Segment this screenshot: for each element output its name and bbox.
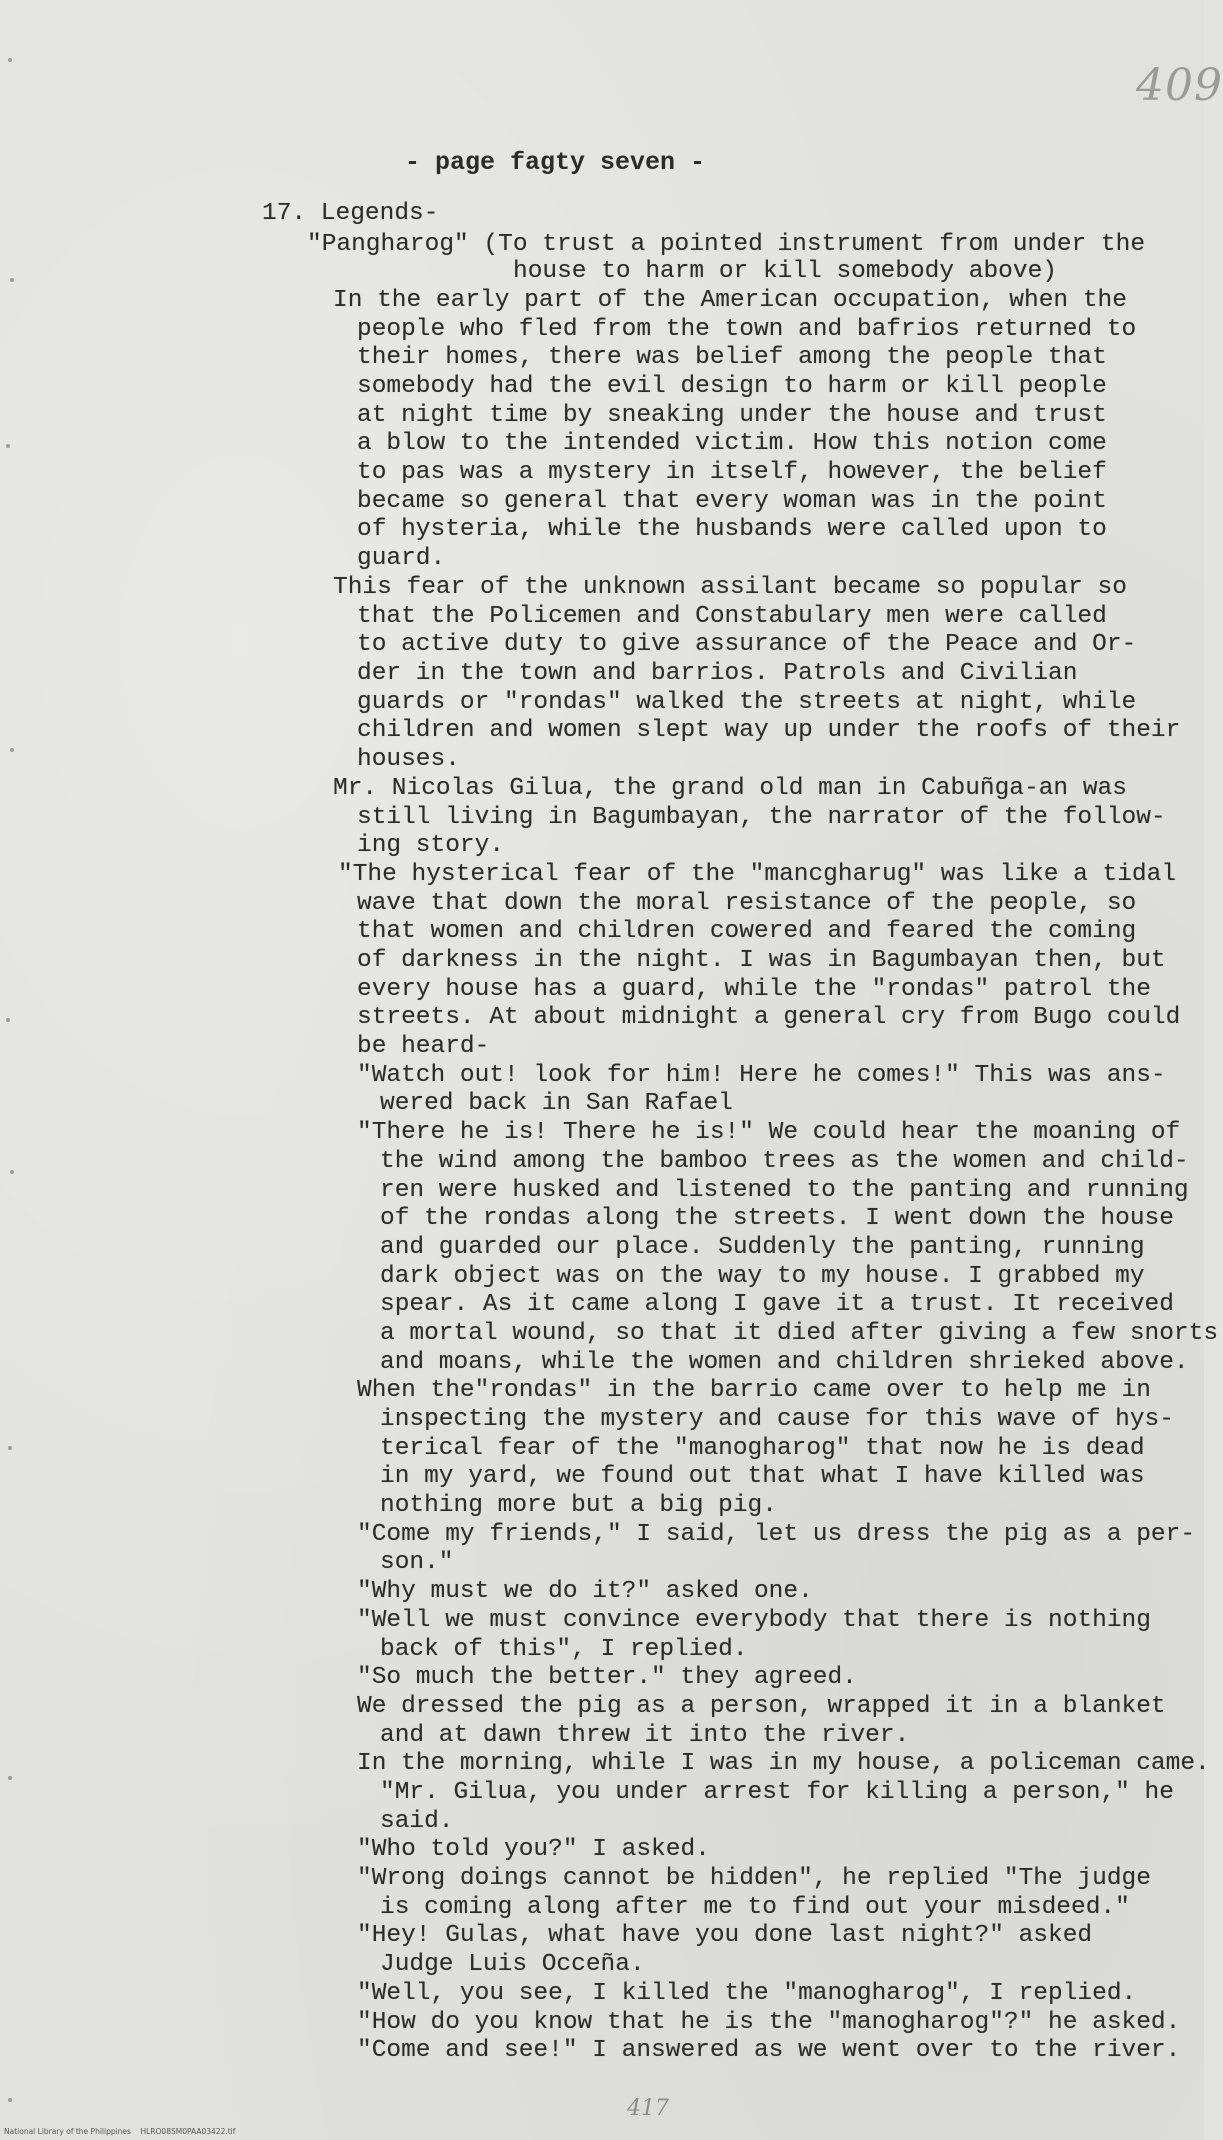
text-line: "Well we must convince everybody that there is nothing xyxy=(357,1607,1151,1634)
text-line: "How do you know that he is the "manogharog"?" he asked. xyxy=(357,2009,1181,2036)
section-heading: 17. Legends- xyxy=(262,200,439,227)
text-line: at night time by sneaking under the house and trust xyxy=(357,402,1107,429)
text-line: that the Policemen and Constabulary men were called xyxy=(357,603,1107,630)
text-line: people who fled from the town and bafrios returned to xyxy=(357,316,1137,343)
text-line: In the morning, while I was in my house, a policeman came. xyxy=(357,1750,1210,1777)
text-line: of darkness in the night. I was in Bagumbayan then, but xyxy=(357,947,1166,974)
text-line: every house has a guard, while the "rondas" patrol the xyxy=(357,976,1151,1003)
text-line: "Mr. Gilua, you under arrest for killing a person," he xyxy=(380,1779,1174,1806)
text-line: house to harm or kill somebody above) xyxy=(513,258,1057,285)
text-line: This fear of the unknown assilant became so popular so xyxy=(333,574,1127,601)
punch-hole-mark xyxy=(10,278,14,282)
text-line: son." xyxy=(380,1549,454,1576)
text-line: guards or "rondas" walked the streets at night, while xyxy=(357,689,1137,716)
punch-hole-mark xyxy=(8,58,12,62)
punch-hole-mark xyxy=(8,1446,12,1450)
page-heading: - page fagty seven - xyxy=(405,148,706,177)
text-line: ing story. xyxy=(357,832,505,859)
text-line: wered back in San Rafael xyxy=(380,1090,733,1117)
text-line: "Why must we do it?" asked one. xyxy=(357,1578,813,1605)
text-line: of the rondas along the streets. I went down the house xyxy=(380,1205,1174,1232)
text-line: children and women slept way up under the roofs of their xyxy=(357,717,1181,744)
text-line: said. xyxy=(380,1808,454,1835)
text-line: their homes, there was belief among the people that xyxy=(357,344,1107,371)
text-line: and moans, while the women and children shrieked above. xyxy=(380,1349,1189,1376)
text-line: Mr. Nicolas Gilua, the grand old man in Cabuñga-an was xyxy=(333,775,1127,802)
text-line: houses. xyxy=(357,746,460,773)
punch-hole-mark xyxy=(10,1170,14,1174)
text-line: dark object was on the way to my house. I grabbed my xyxy=(380,1263,1145,1290)
text-line: streets. At about midnight a general cry from Bugo could xyxy=(357,1004,1181,1031)
punch-hole-mark xyxy=(8,2098,12,2102)
text-line: We dressed the pig as a person, wrapped it in a blanket xyxy=(357,1693,1166,1720)
text-line: When the"rondas" in the barrio came over to help me in xyxy=(357,1377,1151,1404)
text-line: is coming along after me to find out your misdeed." xyxy=(380,1894,1130,1921)
text-line: back of this", I replied. xyxy=(380,1636,748,1663)
text-line: "So much the better." they agreed. xyxy=(357,1664,857,1691)
text-line: "There he is! There he is!" We could hear the moaning of xyxy=(357,1119,1181,1146)
text-line: of hysteria, while the husbands were called upon to xyxy=(357,516,1107,543)
text-line: be heard- xyxy=(357,1033,490,1060)
text-line: spear. As it came along I gave it a trust. It received xyxy=(380,1291,1174,1318)
text-line: and at dawn threw it into the river. xyxy=(380,1722,910,1749)
text-line: somebody had the evil design to harm or kill people xyxy=(357,373,1107,400)
text-line: terical fear of the "manogharog" that now he is dead xyxy=(380,1435,1145,1462)
text-line: "Come and see!" I answered as we went over to the river. xyxy=(357,2037,1181,2064)
text-line: "Watch out! look for him! Here he comes!" This was ans- xyxy=(357,1062,1166,1089)
text-line: in my yard, we found out that what I have killed was xyxy=(380,1463,1145,1490)
text-line: the wind among the bamboo trees as the women and child- xyxy=(380,1148,1189,1175)
punch-hole-mark xyxy=(6,444,10,448)
punch-hole-mark xyxy=(6,1018,10,1022)
punch-hole-mark xyxy=(10,748,14,752)
text-line: became so general that every woman was in the point xyxy=(357,488,1107,515)
text-line: and guarded our place. Suddenly the panting, running xyxy=(380,1234,1145,1261)
punch-hole-mark xyxy=(8,1776,12,1780)
text-line: still living in Bagumbayan, the narrator of the follow- xyxy=(357,804,1166,831)
text-line: "The hysterical fear of the "mancgharug" was like a tidal xyxy=(338,861,1177,888)
text-line: that women and children cowered and feared the coming xyxy=(357,918,1137,945)
text-line: "Well, you see, I killed the "manogharog", I replied. xyxy=(357,1980,1137,2007)
text-line: Judge Luis Occeña. xyxy=(380,1951,645,1978)
text-line: "Come my friends," I said, let us dress the pig as a per- xyxy=(357,1521,1196,1548)
text-line: guard. xyxy=(357,545,446,572)
text-line: to pas was a mystery in itself, however, the belief xyxy=(357,459,1107,486)
text-line: "Who told you?" I asked. xyxy=(357,1836,710,1863)
text-line: "Pangharog" (To trust a pointed instrument from under the xyxy=(307,231,1146,258)
text-line: inspecting the mystery and cause for this wave of hys- xyxy=(380,1406,1174,1433)
footer-page-mark: 417 xyxy=(627,2096,669,2121)
text-line: a mortal wound, so that it died after giving a few snorts xyxy=(380,1320,1219,1347)
text-line: "Hey! Gulas, what have you done last night?" asked xyxy=(357,1922,1093,1949)
text-line: "Wrong doings cannot be hidden", he replied "The judge xyxy=(357,1865,1151,1892)
page-number-handwritten: 409 xyxy=(1136,60,1223,111)
text-line: In the early part of the American occupation, when the xyxy=(333,287,1127,314)
text-line: der in the town and barrios. Patrols and Civilian xyxy=(357,660,1078,687)
text-line: nothing more but a big pig. xyxy=(380,1492,777,1519)
text-line: ren were husked and listened to the panting and running xyxy=(380,1177,1189,1204)
text-line: a blow to the intended victim. How this notion come xyxy=(357,430,1107,457)
footer-caption: National Library of the Philippines HLRO08SM0PAA03422.tif xyxy=(4,2127,236,2136)
text-line: to active duty to give assurance of the Peace and Or- xyxy=(357,631,1137,658)
text-line: wave that down the moral resistance of the people, so xyxy=(357,890,1137,917)
